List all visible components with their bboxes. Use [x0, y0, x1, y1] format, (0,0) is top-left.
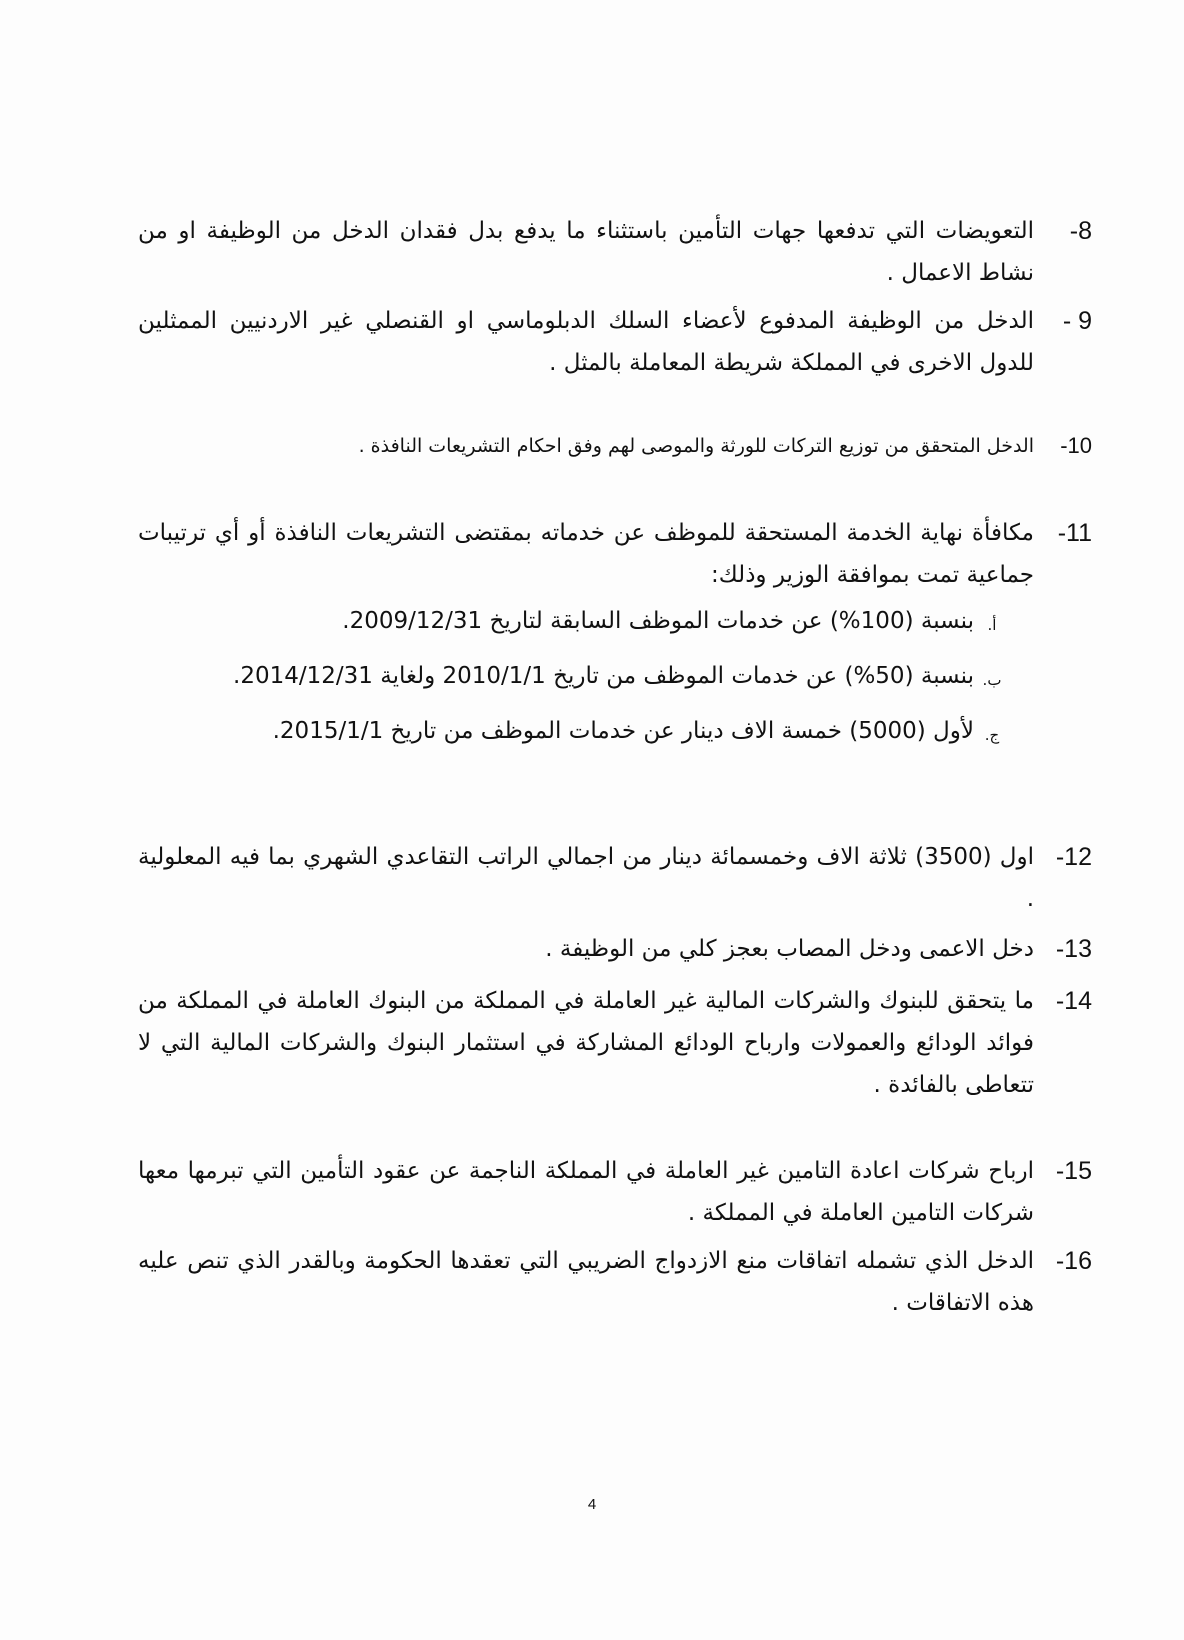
item-text: دخل الاعمى ودخل المصاب بعجز كلي من الوظيفة . — [545, 936, 1034, 962]
list-item-15 — [138, 1150, 1092, 1234]
item-number: -16 — [1055, 1247, 1092, 1275]
item-text: ما يتحقق للبنوك والشركات المالية غير العاملة في المملكة من البنوك العاملة في المملكة من فوائد الودائع والعمولات وارباح الودائع المشاركة في استثمار البنوك والشركات المالية التي لا تتعاطى بالفائدة . — [138, 988, 1034, 1098]
sub-item-text: لأول (5000) خمسة الاف دينار عن خدمات الموظف من تاريخ 2015/1/1. — [272, 718, 974, 744]
item-text: التعويضات التي تدفعها جهات التأمين باستثناء ما يدفع بدل فقدان الدخل من الوظيفة او من نشاط الاعمال . — [138, 218, 1034, 286]
item-text: الدخل المتحقق من توزيع التركات للورثة والموصى لهم وفق احكام التشريعات النافذة . — [358, 435, 1034, 457]
item-text: مكافأة نهاية الخدمة المستحقة للموظف عن خدماته بمقتضى التشريعات النافذة أو أي ترتيبات جماعية تمت بموافقة الوزير وذلك: — [138, 520, 1034, 588]
sub-item-letter: ج. — [984, 726, 1000, 744]
item-number: - 9 — [1062, 307, 1092, 335]
item-number: -13 — [1055, 935, 1092, 963]
sub-item-b — [138, 655, 1002, 697]
list-item-14 — [138, 980, 1092, 1106]
list-item-10 — [138, 428, 1092, 464]
item-text: الدخل من الوظيفة المدفوع لأعضاء السلك الدبلوماسي او القنصلي غير الاردنيين الممثلين للدول الاخرى في المملكة شريطة المعاملة بالمثل . — [138, 308, 1034, 376]
item-text: الدخل الذي تشمله اتفاقات منع الازدواج الضريبي التي تعقدها الحكومة وبالقدر الذي تنص عليه هذه الاتفاقات . — [138, 1248, 1034, 1316]
sub-item-a — [138, 600, 997, 642]
list-item-8 — [138, 210, 1092, 294]
item-number: -11 — [1057, 519, 1092, 547]
page-number: 4 — [587, 1496, 597, 1513]
item-number: -14 — [1055, 987, 1092, 1015]
sub-item-c — [138, 710, 1000, 752]
item-text: ارباح شركات اعادة التامين غير العاملة في المملكة الناجمة عن عقود التأمين التي تبرمها معها شركات التامين العاملة في المملكة . — [138, 1158, 1034, 1226]
list-item-13 — [138, 928, 1092, 970]
list-item-12 — [138, 836, 1092, 920]
item-number: -15 — [1055, 1157, 1092, 1185]
list-item-16 — [138, 1240, 1092, 1324]
list-item-9 — [138, 300, 1092, 384]
sub-item-letter: أ. — [987, 616, 997, 634]
item-text: اول (3500) ثلاثة الاف وخمسمائة دينار من اجمالي الراتب التقاعدي الشهري بما فيه المعلولية . — [138, 844, 1034, 912]
sub-item-text: بنسبة (100%) عن خدمات الموظف السابقة لتاريخ 2009/12/31. — [342, 608, 974, 634]
item-number: -8 — [1069, 217, 1092, 245]
sub-item-text: بنسبة (50%) عن خدمات الموظف من تاريخ 2010/1/1 ولغاية 2014/12/31. — [233, 663, 974, 689]
sub-item-letter: ب. — [982, 671, 1002, 689]
item-number: -10 — [1060, 433, 1092, 458]
list-item-11 — [138, 512, 1092, 596]
item-number: -12 — [1055, 843, 1092, 871]
